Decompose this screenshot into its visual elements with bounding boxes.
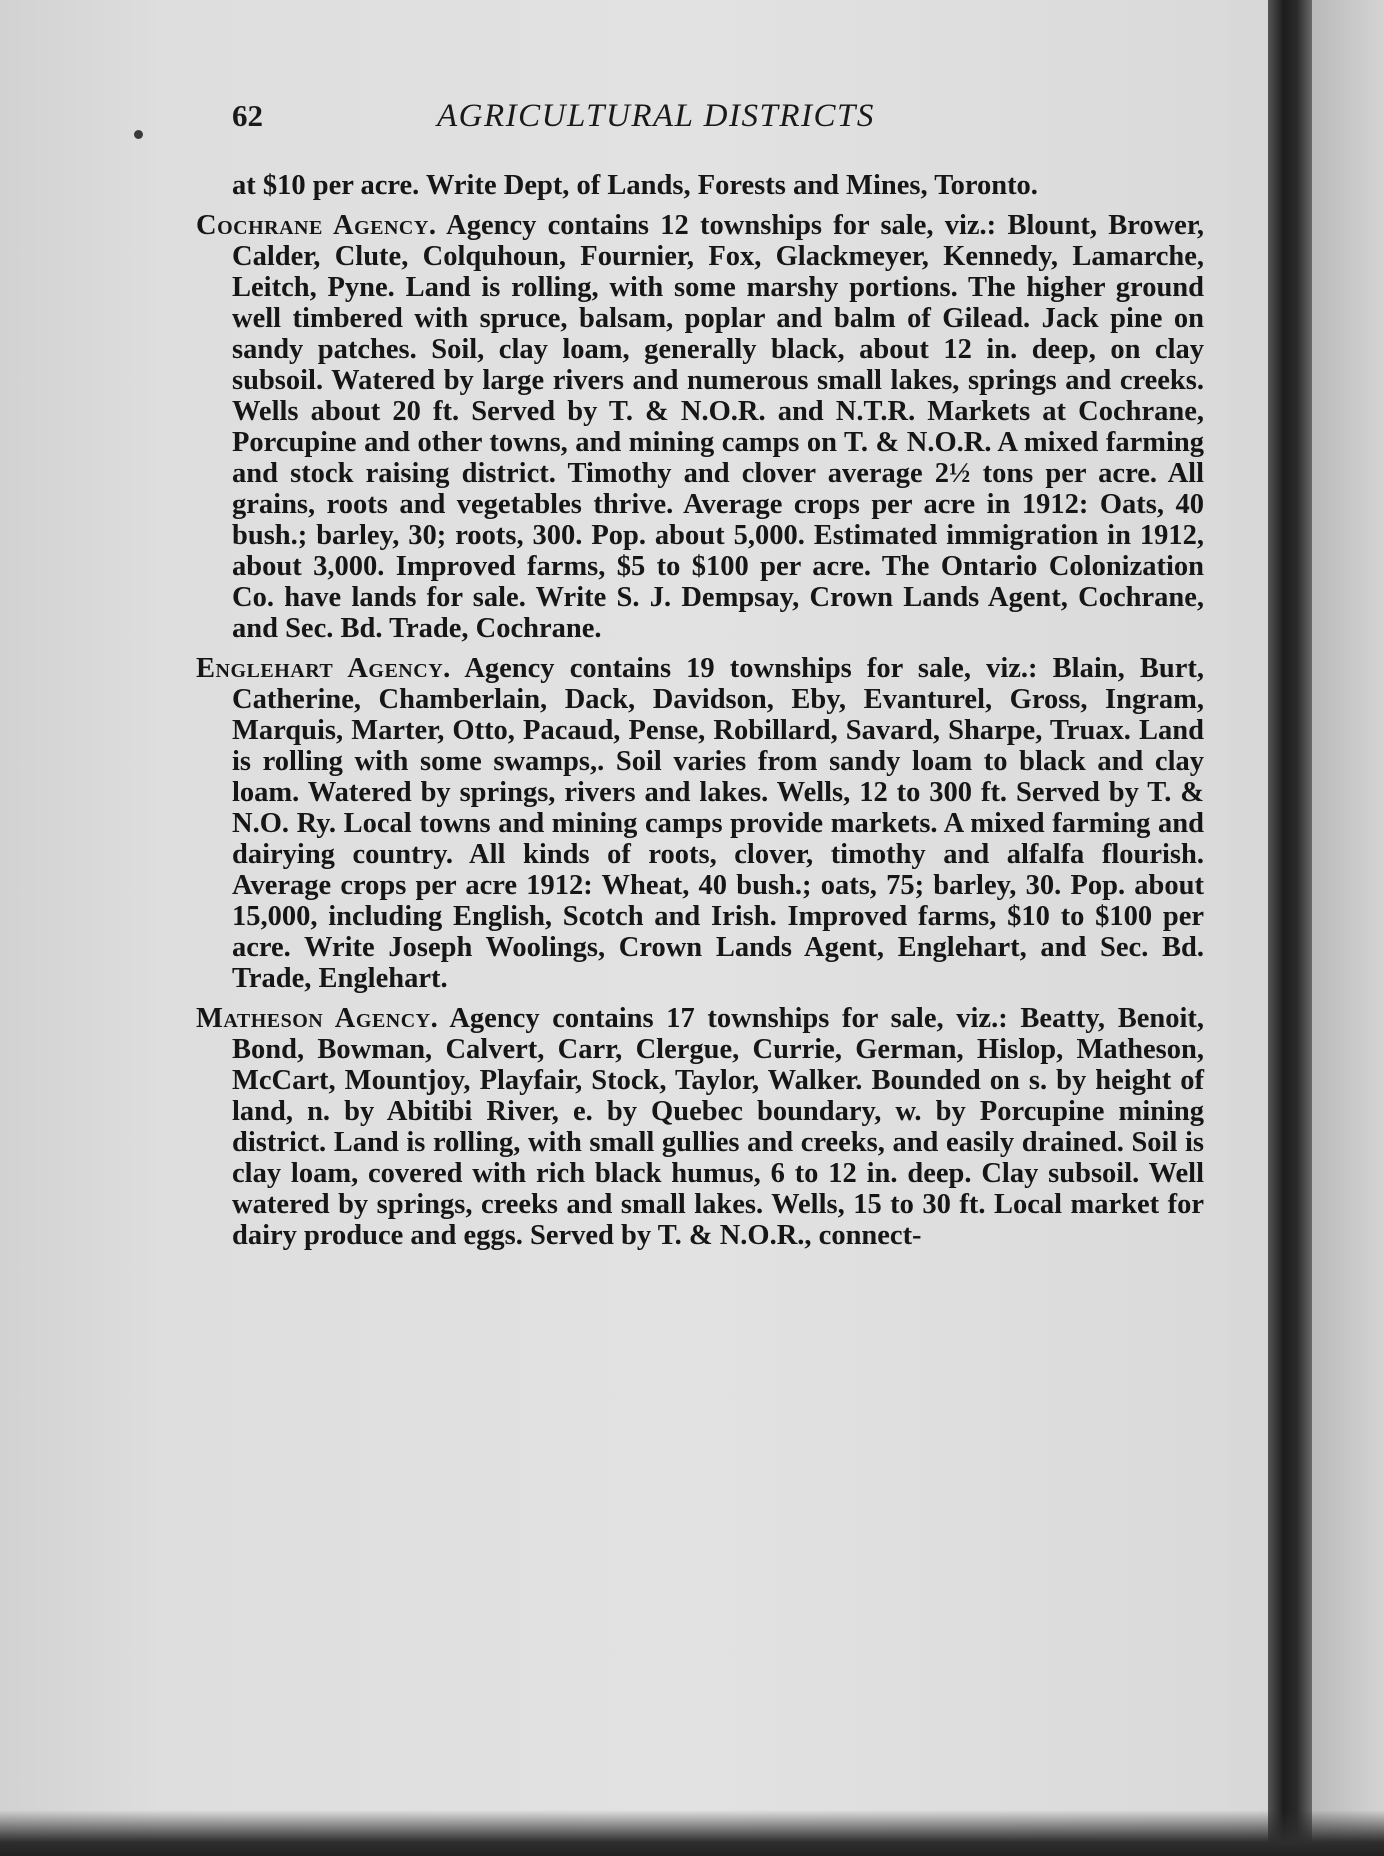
body-text	[196, 170, 1204, 1251]
paragraph-cochrane-agency	[196, 210, 1204, 644]
agency-heading: Englehart Agency.	[196, 653, 451, 684]
book-gutter-shadow	[1268, 0, 1312, 1856]
page-number: 62	[232, 98, 263, 133]
paragraph-text: Agency contains 12 townships for sale, viz.: Blount, Brower, Calder, Clute, Colquhoun, Fournier, Fox, Glackmeyer, Kennedy, Lamarche, Leitch, Pyne. Land is rolling, with some marshy portions. The higher ground well timbered with spruce, balsam, poplar and balm of Gilead. Jack pine on sandy patches. Soil, clay loam, generally black, about 12 in. deep, on clay subsoil. Watered by large rivers and numerous small lakes, springs and creeks. Wells about 20 ft. Served by T. & N.O.R. and N.T.R. Markets at Cochrane, Porcupine and other towns, and mining camps on T. & N.O.R. A mixed farming and stock raising district. Timothy and clover average 2½ tons per acre. All grains, roots and vegetables thrive. Average crops per acre in 1912: Oats, 40 bush.; barley, 30; roots, 300. Pop. about 5,000. Estimated immigration in 1912, about 3,000. Improved farms, $5 to $100 per acre. The Ontario Colonization Co. have lands for sale. Write S. J. Dempsay, Crown Lands Agent, Cochrane, and Sec. Bd. Trade, Cochrane.	[232, 210, 1204, 644]
facing-page-edge	[1312, 0, 1384, 1856]
paragraph-continuation	[232, 170, 1204, 201]
ink-speck	[134, 130, 143, 139]
bottom-edge-shadow	[0, 1810, 1384, 1856]
agency-heading: Cochrane Agency.	[196, 210, 437, 241]
paragraph-text: Agency contains 17 townships for sale, viz.: Beatty, Benoit, Bond, Bowman, Calvert, Carr, Clergue, Currie, German, Hislop, Matheson, McCart, Mountjoy, Playfair, Stock, Taylor, Walker. Bounded on s. by height of land, n. by Abitibi River, e. by Quebec boundary, w. by Porcupine mining district. Land is rolling, with small gullies and creeks, and easily drained. Soil is clay loam, covered with rich black humus, 6 to 12 in. deep. Clay subsoil. Well watered by springs, creeks and small lakes. Wells, 15 to 30 ft. Local market for dairy produce and eggs. Served by T. & N.O.R., connect-	[232, 1003, 1204, 1251]
paragraph-text: at $10 per acre. Write Dept, of Lands, Forests and Mines, Toronto.	[232, 170, 1038, 201]
page-header	[232, 98, 992, 148]
paragraph-matheson-agency	[196, 1003, 1204, 1251]
agency-heading: Matheson Agency.	[196, 1003, 439, 1034]
paragraph-englehart-agency	[196, 653, 1204, 994]
paragraph-text: Agency contains 19 townships for sale, viz.: Blain, Burt, Catherine, Chamberlain, Dack, Davidson, Eby, Evanturel, Gross, Ingram, Marquis, Marter, Otto, Pacaud, Pense, Robillard, Savard, Sharpe, Truax. Land is rolling with some swamps,. Soil varies from sandy loam to black and clay loam. Watered by springs, rivers and lakes. Wells, 12 to 300 ft. Served by T. & N.O. Ry. Local towns and mining camps provide markets. A mixed farming and dairying country. All kinds of roots, clover, timothy and alfalfa flourish. Average crops per acre 1912: Wheat, 40 bush.; oats, 75; barley, 30. Pop. about 15,000, including English, Scotch and Irish. Improved farms, $10 to $100 per acre. Write Joseph Woolings, Crown Lands Agent, Englehart, and Sec. Bd. Trade, Englehart.	[232, 653, 1204, 994]
running-head: AGRICULTURAL DISTRICTS	[437, 98, 875, 134]
